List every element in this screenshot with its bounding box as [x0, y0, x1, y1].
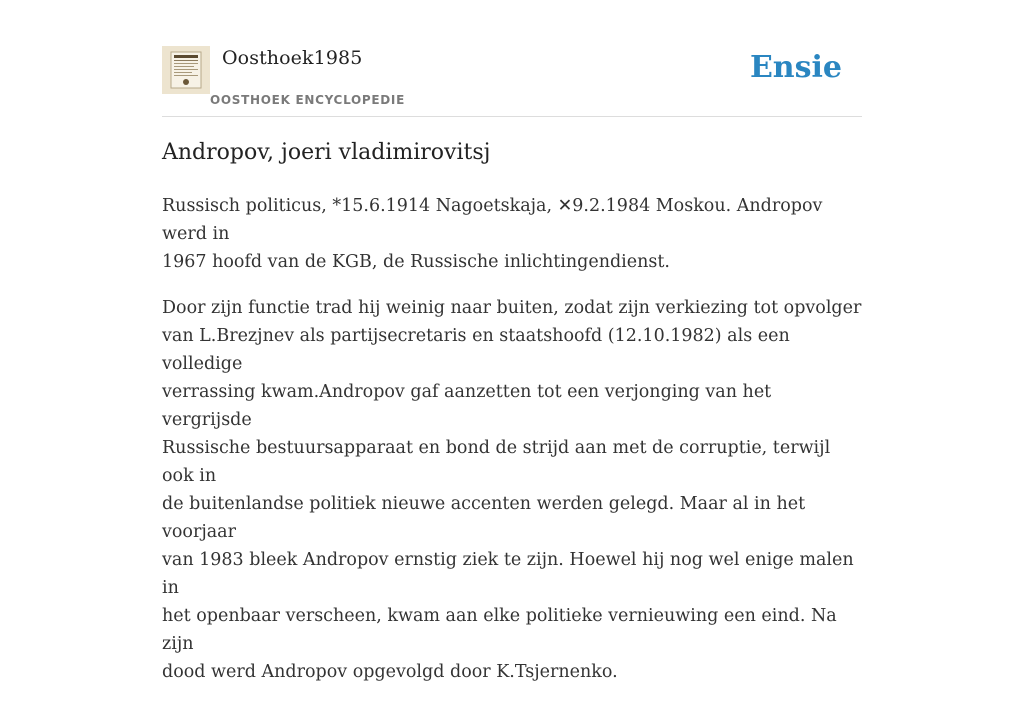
avatar[interactable]: [162, 46, 210, 94]
encyclopedia-cover-icon: [162, 46, 210, 94]
header: [162, 44, 862, 117]
article-paragraph: Russisch politicus, *15.6.1914 Nagoetskaja, ✕9.2.1984 Moskou. Andropov werd in 1967 hoofd van de KGB, de Russische inlichtingendienst.: [162, 196, 823, 272]
article-body: [162, 192, 862, 704]
author-name[interactable]: Oosthoek1985: [222, 47, 363, 69]
article-paragraph: Door zijn functie trad hij weinig naar buiten, zodat zijn verkiezing tot opvolger van L.Brezjnev als partijsecretaris en staatshoofd (12.10.1982) als een volledige verrassing kwam.Andropov gaf aanzetten tot een verjonging van het vergrijsde Russische bestuursapparaat en bond de strijd aan met de corruptie, terwijl ook in de buitenlandse politiek nieuwe accenten werden gelegd. Maar al in het voorjaar van 1983 bleek Andropov ernstig ziek te zijn. Hoewel hij nog wel enige malen in het openbaar verscheen, kwam aan elke politieke vernieuwing een eind. Na zijn dood werd Andropov opgevolgd door K.Tsjernenko.: [162, 298, 862, 682]
site-logo[interactable]: Ensie: [749, 50, 842, 85]
source-label[interactable]: OOSTHOEK ENCYCLOPEDIE: [210, 93, 405, 107]
article-title: Andropov, joeri vladimirovitsj: [162, 140, 491, 165]
